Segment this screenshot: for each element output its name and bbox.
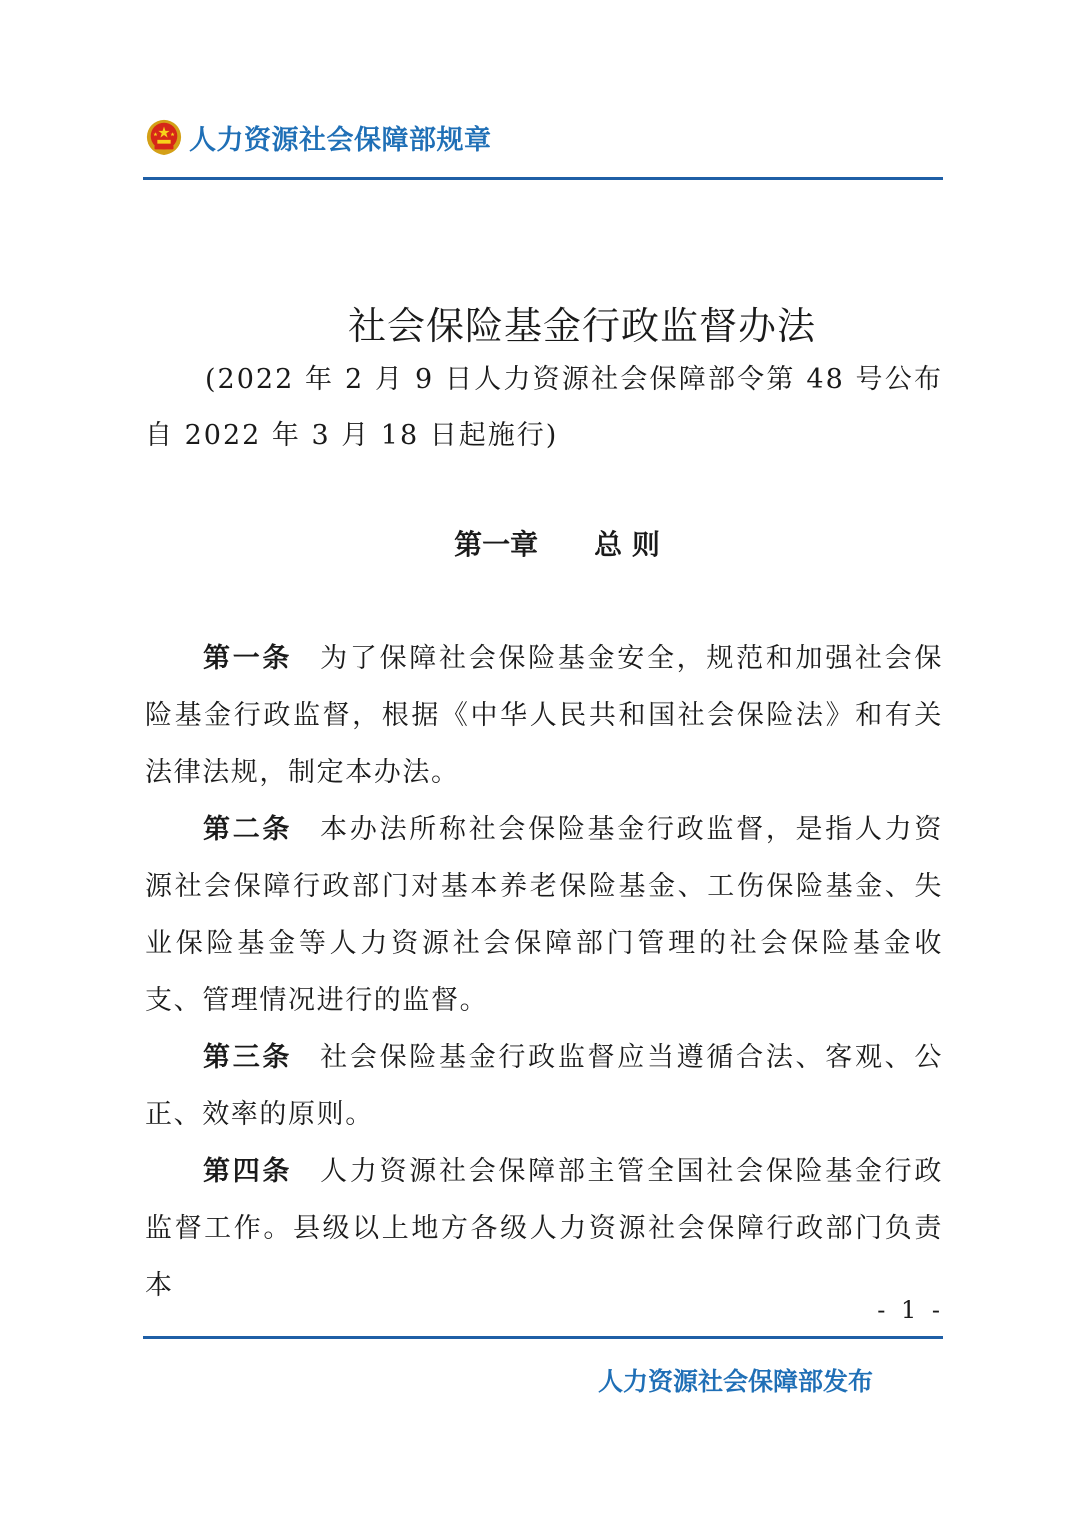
article-text: 人力资源社会保障部主管全国社会保险基金行政监督工作。县级以上地方各级人力资源社会保障行政部门负责本	[145, 1156, 943, 1301]
header-divider	[143, 177, 943, 180]
national-emblem-icon	[145, 118, 183, 156]
article-label: 第二条	[203, 814, 293, 845]
page-number: - 1 -	[877, 1296, 944, 1324]
article-label: 第三条	[203, 1042, 293, 1073]
footer-publisher: 人力资源社会保障部发布	[598, 1367, 874, 1396]
article-2	[145, 801, 943, 1029]
article-text: 社会保险基金行政监督应当遵循合法、客观、公正、效率的原则。	[145, 1042, 943, 1130]
article-text: 为了保障社会保险基金安全，规范和加强社会保险基金行政监督，根据《中华人民共和国社会保险法》和有关法律法规，制定本办法。	[145, 643, 943, 788]
chapter-heading: 第一章 总 则	[454, 528, 660, 561]
header-title: 人力资源社会保障部规章	[189, 124, 492, 156]
article-label: 第四条	[203, 1156, 293, 1187]
article-3	[145, 1029, 943, 1143]
page-header	[145, 115, 492, 159]
footer-divider	[143, 1336, 943, 1339]
article-text: 本办法所称社会保险基金行政监督，是指人力资源社会保障行政部门对基本养老保险基金、工伤保险基金、失业保险基金等人力资源社会保障部门管理的社会保险基金收支、管理情况进行的监督。	[145, 814, 943, 1016]
article-4	[145, 1143, 943, 1314]
article-list	[145, 630, 943, 1314]
article-1	[145, 630, 943, 801]
document-subtitle: (2022 年 2 月 9 日人力资源社会保障部令第 48 号公布 自 2022 年 3 月 18 日起施行)	[145, 364, 972, 451]
document-title: 社会保险基金行政监督办法	[347, 304, 816, 348]
article-label: 第一条	[203, 643, 293, 674]
